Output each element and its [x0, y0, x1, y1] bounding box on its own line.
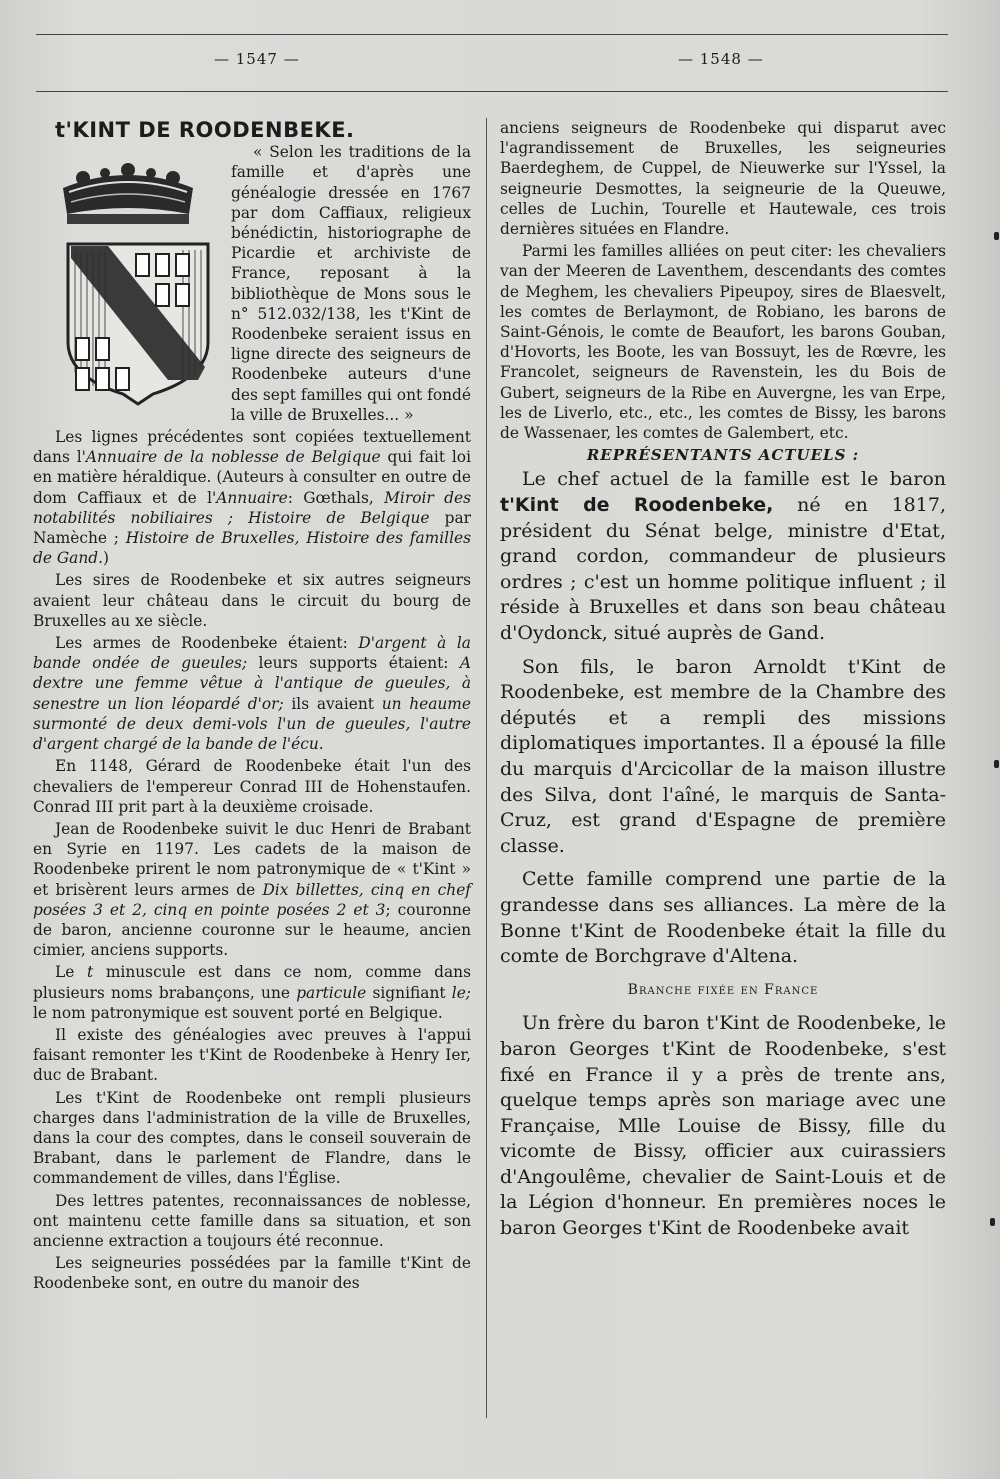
section-heading: REPRÉSENTANTS ACTUELS :: [586, 446, 860, 465]
header-rule: [36, 91, 948, 92]
paragraph: « Selon les traditions de la famille et d'après une généalogie dressée en 1767 par dom Caffiaux, religieux bénédictin, historiographe de Picardie et archiviste de France, reposant à la bibliothèque de Mons sous le n° 512.032/138, les t'Kint de Roodenbeke seraient issus en ligne directe des seigneurs de Roodenbeke auteurs d'une des sept familles qui ont fondé la ville de Bruxelles... »: [231, 143, 471, 424]
paragraph: Les armes de Roodenbeke étaient: D'argent à la bande ondée de gueules; leurs supports étaient: A dextre une femme vêtue à l'antique de gueules, à senestre un lion léopardé d'or; ils avaient un heaume surmonté de deux demi-vols l'un de gueules, l'autre d'argent chargé de la bande de l'écu.: [33, 634, 472, 754]
paragraph: Il existe des généalogies avec preuves à l'appui faisant remonter les t'Kint de Roodenbeke à Henry Ier, duc de Brabant.: [33, 1025, 471, 1085]
left-column: [33, 120, 471, 1296]
column-divider: [486, 118, 487, 1418]
paragraph: Les lignes précédentes sont copiées textuellement dans l'Annuaire de la noblesse de Belgique qui fait loi en matière héraldique. (Auteurs à consulter en outre de dom Caffiaux et de l'Annuaire: Gœthals, Miroir des notabilités nobiliaires ; Histoire de Belgique par Namèche ; Histoire de Bruxelles, Histoire des familles de Gand.): [33, 428, 471, 568]
paragraph: Les sires de Roodenbeke et six autres seigneurs avaient leur château dans le circuit du bourg de Bruxelles au xe siècle.: [33, 571, 471, 630]
paragraph: Un frère du baron t'Kint de Roodenbeke, le baron Georges t'Kint de Roodenbeke, s'est fixé en France il y a près de trente ans, quelque temps après son mariage avec une Française, Mlle Louise de Bissy, fille du vicomte de Bissy, officier aux cuirassiers d'Angoulême, chevalier de Saint-Louis et de la Légion d'honneur. En premières noces le baron Georges t'Kint de Roodenbeke avait: [500, 1012, 946, 1240]
paragraph: Des lettres patentes, reconnaissances de noblesse, ont maintenu cette famille dans sa situation, et son ancienne extraction a toujours été reconnue.: [33, 1191, 471, 1250]
paragraph: Le chef actuel de la famille est le baron t'Kint de Roodenbeke, né en 1817, président du Sénat belge, ministre d'Etat, grand cordon, commandeur de plusieurs ordres ; c'est un homme politique influent ; il réside à Bruxelles et dans son beau château d'Oydonck, situé auprès de Gand.: [500, 468, 946, 645]
top-rule: [36, 34, 948, 35]
right-column: [500, 118, 946, 1250]
paragraph: Son fils, le baron Arnoldt t'Kint de Roodenbeke, est membre de la Chambre des députés et a rempli des missions diplomatiques importantes. Il a épousé la fille du marquis d'Arcicollar de la maison illustre des Silva, dont l'aîné, le marquis de Santa-Cruz, est grand d'Espagne de première classe.: [500, 655, 946, 857]
paragraph: Cette famille comprend une partie de la grandesse dans ses alliances. La mère de la Bonne t'Kint de Roodenbeke était la fille du comte de Borchgrave d'Altena.: [500, 868, 946, 968]
shield-icon: [68, 244, 208, 404]
representatives-section: [500, 467, 946, 1241]
margin-mark: [994, 232, 999, 240]
crown-icon: [63, 163, 193, 224]
paragraph: anciens seigneurs de Roodenbeke qui disparut avec l'agrandissement de Bruxelles, les seigneuries Baerdeghem, de Cuppel, de Nieuwerke sur l'Yssel, la seigneurie Desmottes, la seigneurie de la Queuwe, celles de Luchin, Tourelle et Hautewale, ces trois dernières situées en Flandre.: [500, 119, 946, 239]
coat-of-arms-icon: [33, 142, 223, 412]
section-heading: Branche fixée en France: [627, 981, 819, 998]
paragraph: Les seigneuries possédées par la famille t'Kint de Roodenbeke sont, en outre du manoir des: [33, 1254, 471, 1293]
margin-mark: [990, 1218, 995, 1226]
margin-mark: [994, 760, 999, 768]
page-number-left: — 1547 —: [214, 50, 300, 68]
paragraph: Jean de Roodenbeke suivit le duc Henri de Brabant en Syrie en 1197. Les cadets de la maison de Roodenbeke prirent le nom patronymique de « t'Kint » et brisèrent leurs armes de Dix billettes, cinq en chef posées 3 et 2, cinq en pointe posées 2 et 3; couronne de baron, ancienne couronne sur le heaume, ancien cimier, anciens supports.: [33, 819, 472, 960]
paragraph: Les t'Kint de Roodenbeke ont rempli plusieurs charges dans l'administration de la ville de Bruxelles, dans la cour des comptes, dans le conseil souverain de Brabant, dans le parlement de Flandre, dans le commandement de villes, dans l'Église.: [33, 1088, 471, 1188]
page-number-right: — 1548 —: [678, 50, 764, 68]
article-title: t'KINT DE ROODENBEKE.: [55, 118, 355, 142]
paragraph: En 1148, Gérard de Roodenbeke était l'un des chevaliers de l'empereur Conrad III de Hohenstaufen. Conrad III prit part à la deuxième croisade.: [33, 757, 471, 816]
paragraph: Le t minuscule est dans ce nom, comme dans plusieurs noms brabançons, une particule signifiant le; le nom patronymique est souvent porté en Belgique.: [33, 963, 471, 1022]
paragraph: Parmi les familles alliées on peut citer: les chevaliers van der Meeren de Laventhem, descendants des comtes de Meghem, les chevaliers Pipeupoy, sires de Blaesvelt, les comtes de Berlaymont, de Robiano, les barons de Saint-Génois, le comte de Beaufort, les barons Gouban, d'Hovorts, les Boote, les van Bossuyt, les de Rœvre, les Francolet, seigneurs de Ravenstein, les du Bois de Gubert, seigneurs de la Ribe en Auvergne, les van Erpe, les de Liverlo, etc., etc., les comtes de Bissy, les barons de Wassenaer, les comtes de Galembert, etc.: [500, 242, 946, 443]
